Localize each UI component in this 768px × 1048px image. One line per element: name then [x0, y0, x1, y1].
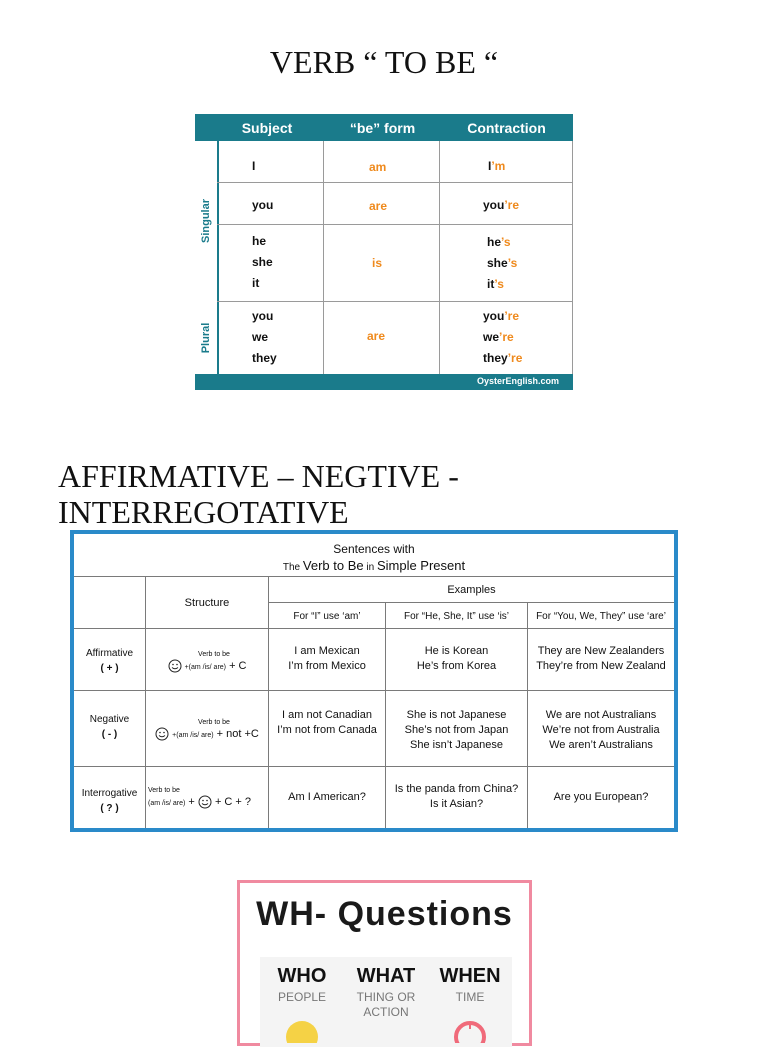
clock-icon [450, 1013, 490, 1043]
example-cell: She is not Japanese She’s not from Japan She isn’t Japanese [404, 709, 509, 751]
be-cell: am [369, 160, 387, 174]
be-cell: are [369, 199, 388, 213]
divider [217, 182, 573, 183]
table-subtitle: The Verb to Be in Simple Present [282, 558, 466, 573]
wh-column-what: WHAT THING OR ACTION [344, 957, 428, 1047]
structure-formula: Verb to be +(am /is/ are) + C [146, 650, 268, 674]
divider [572, 141, 573, 374]
smiley-icon [168, 659, 182, 673]
divider [439, 141, 440, 374]
contraction-cell: you’re [483, 198, 520, 212]
group-plural: Plural [195, 302, 219, 374]
subject-cell: I [252, 159, 256, 173]
be-cell: is [372, 256, 383, 270]
row-label: Affirmative ( + ) [85, 648, 134, 674]
example-col-header: For “I” use ‘am’ [293, 611, 361, 622]
header-contraction: Contraction [467, 120, 546, 136]
example-col-header: For “He, She, It” use ‘is’ [403, 611, 510, 622]
section-heading: AFFIRMATIVE – NEGTIVE - INTERREGOTATIVE [58, 458, 459, 530]
example-cell: Am I American? [288, 791, 366, 803]
be-cell: are [367, 329, 386, 343]
row-label: Interrogative ( ? ) [81, 788, 138, 814]
structure-header: Structure [184, 597, 230, 609]
example-cell: Is the panda from China? Is it Asian? [394, 783, 519, 810]
subject-cell: he she it [252, 234, 273, 290]
be-table-footer: OysterEnglish.com [195, 374, 573, 390]
example-cell: Are you European? [553, 791, 649, 803]
contraction-cell: you’re we’re they’re [483, 309, 523, 365]
header-subject: Subject [241, 120, 293, 136]
contraction-cell: he’s she’s it’s [487, 235, 518, 291]
page-title: VERB “ TO BE “ [269, 44, 499, 80]
subject-cell: you we they [252, 309, 277, 365]
wh-title: WH- Questions [256, 895, 513, 933]
wh-questions-card [237, 880, 532, 1046]
example-cell: I am Mexican I’m from Mexico [288, 645, 366, 672]
divider [323, 141, 324, 374]
examples-header: Examples [447, 584, 496, 596]
people-icon [282, 1013, 322, 1043]
wh-column-who: WHO PEOPLE [260, 957, 344, 1047]
table-title: Sentences with [333, 542, 415, 556]
example-col-header: For “You, We, They” use ‘are’ [536, 611, 666, 622]
contraction-cell: I’m [488, 159, 506, 173]
header-be-form: “be” form [349, 120, 416, 136]
smiley-icon [155, 727, 169, 741]
structure-formula: Verb to be (am /is/ are) + + C + ? [148, 787, 252, 808]
be-table [195, 114, 573, 390]
wh-column-when: WHEN TIME [428, 957, 512, 1047]
group-singular: Singular [195, 141, 219, 301]
example-cell: I am not Canadian I’m not from Canada [277, 709, 377, 736]
sentences-table [70, 530, 678, 832]
row-label: Negative ( - ) [89, 714, 130, 740]
structure-formula: Verb to be +(am /is/ are) + not +C [146, 718, 268, 742]
divider [217, 301, 573, 302]
be-table-header [195, 114, 573, 141]
example-cell: We are not Australians We’re not from Australia We aren’t Australians [542, 709, 660, 751]
divider [217, 224, 573, 225]
smiley-icon [198, 795, 212, 809]
subject-cell: you [252, 198, 274, 212]
example-cell: He is Korean He’s from Korea [416, 645, 497, 672]
example-cell: They are New Zealanders They’re from New Zealand [536, 645, 666, 672]
